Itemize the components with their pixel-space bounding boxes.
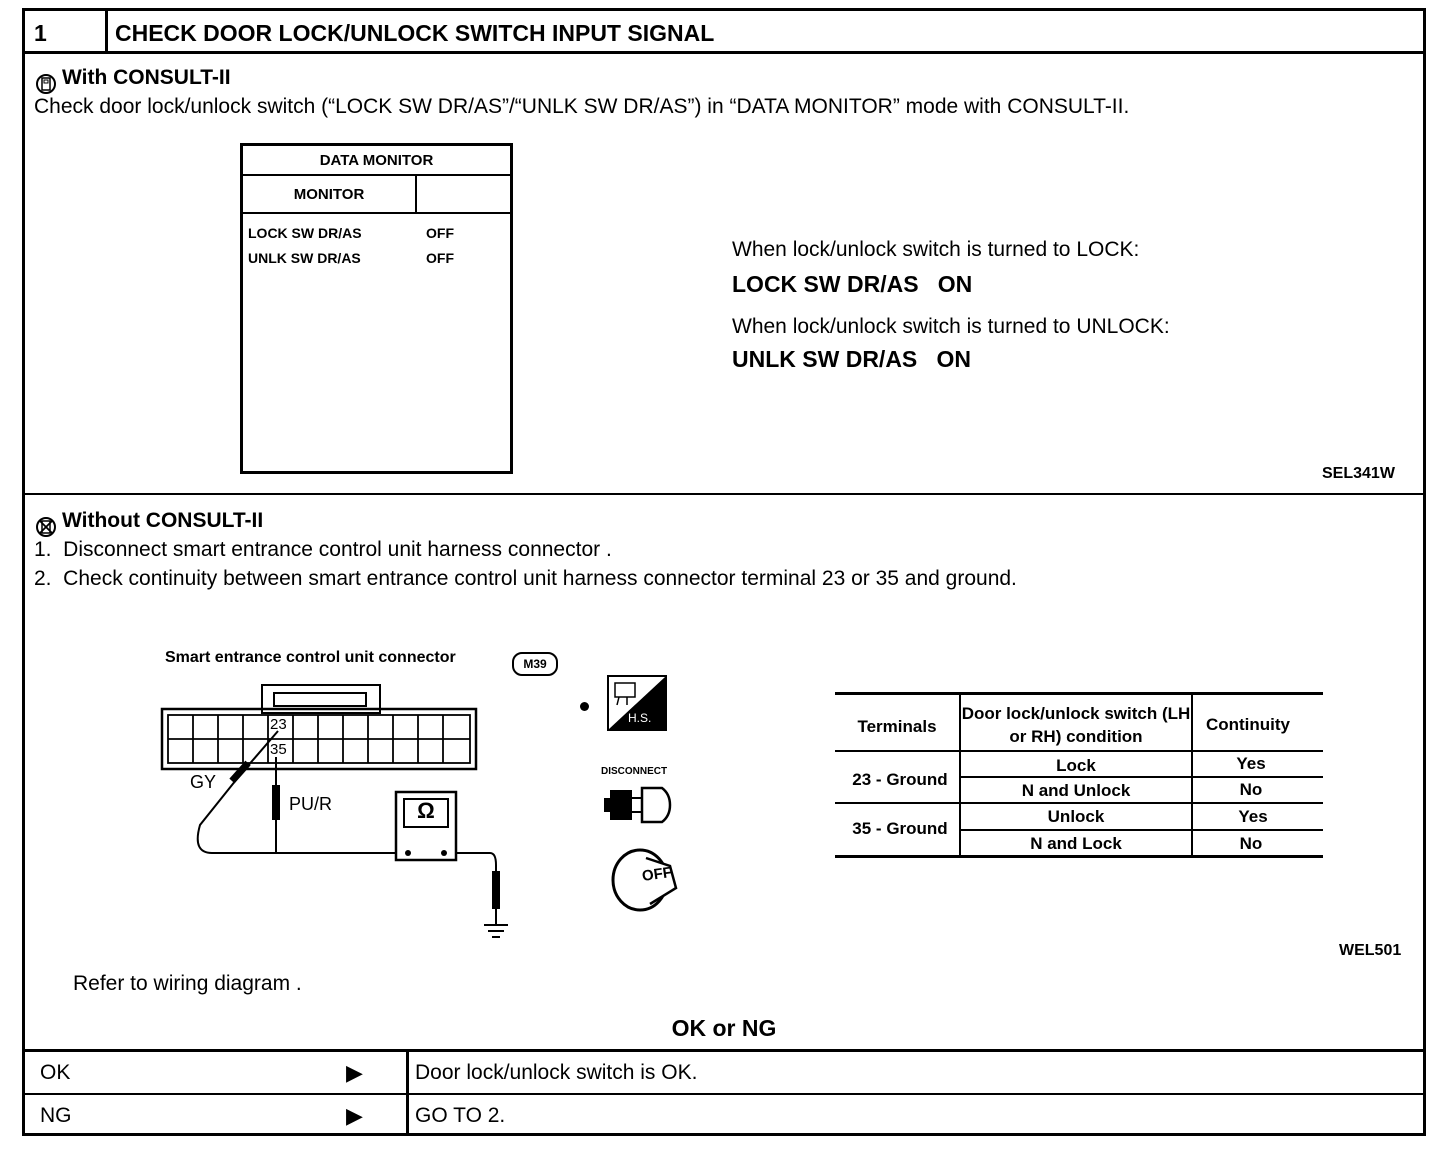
disconnect-label: DISCONNECT xyxy=(601,766,668,777)
bullet-dot xyxy=(580,702,589,711)
monitor-row-label: LOCK SW DR/AS xyxy=(248,225,362,241)
result-key-ok: OK xyxy=(40,1061,71,1084)
data-monitor-screen xyxy=(240,143,513,474)
monitor-column-rule xyxy=(415,176,417,213)
monitor-column-header: MONITOR xyxy=(293,186,365,203)
figure-code-wel: WEL501 xyxy=(1339,942,1402,959)
monitor-title-rule xyxy=(243,174,510,176)
table-rule-row xyxy=(961,776,1323,778)
result-key-ng: NG xyxy=(40,1104,72,1127)
figure-code-sel: SEL341W xyxy=(1322,465,1395,482)
no-consult-icon xyxy=(36,517,56,537)
without-consult-heading: Without CONSULT-II xyxy=(62,509,264,532)
table-rule-header xyxy=(835,750,1323,752)
table-condition: N and Unlock xyxy=(1021,781,1131,800)
data-monitor-title: DATA MONITOR xyxy=(319,152,434,169)
wire-gy-label: GY xyxy=(190,772,217,792)
result-divider-mid xyxy=(22,1093,1426,1095)
table-continuity: No xyxy=(1239,834,1263,853)
result-arrow-icon: ▶ xyxy=(346,1103,363,1128)
hs-label: H.S. xyxy=(628,711,652,725)
off-label: OFF xyxy=(640,863,674,886)
monitor-header-rule xyxy=(243,212,510,214)
step-number: 1 xyxy=(34,20,47,46)
consult-tool-icon xyxy=(36,74,56,94)
with-consult-heading: With CONSULT-II xyxy=(62,66,231,89)
unlock-condition-text: When lock/unlock switch is turned to UNLOCK: xyxy=(732,315,1170,338)
step-number-divider xyxy=(105,8,108,53)
result-divider-top xyxy=(22,1049,1426,1052)
result-action-ok: Door lock/unlock switch is OK. xyxy=(415,1061,698,1084)
header-divider xyxy=(22,51,1426,54)
procedure-step: 1. Disconnect smart entrance control unit harness connector . xyxy=(34,538,612,561)
procedure-step: 2. Check continuity between smart entrance control unit harness connector terminal 23 or 35 and ground. xyxy=(34,567,1017,590)
section-divider xyxy=(22,493,1426,495)
connector-diagram xyxy=(150,675,530,950)
table-continuity: Yes xyxy=(1238,807,1268,826)
result-column-divider xyxy=(406,1050,409,1136)
table-condition: Lock xyxy=(1056,756,1096,775)
wiring-reference: Refer to wiring diagram . xyxy=(73,972,302,995)
pin-35-label: 35 xyxy=(270,741,287,758)
table-condition: N and Lock xyxy=(1030,834,1122,853)
step-title: CHECK DOOR LOCK/UNLOCK SWITCH INPUT SIGNAL xyxy=(115,20,715,46)
result-action-ng: GO TO 2. xyxy=(415,1104,506,1127)
with-consult-heading-row xyxy=(36,66,231,94)
ohm-symbol: Ω xyxy=(417,798,435,823)
table-header: Terminals xyxy=(857,717,937,736)
table-rule-top xyxy=(835,692,1323,695)
table-header: Door lock/unlock switch (LH or RH) condition xyxy=(961,704,1191,746)
result-arrow-icon: ▶ xyxy=(346,1060,363,1085)
table-header: Continuity xyxy=(1205,715,1291,734)
disconnect-icon xyxy=(602,780,674,830)
table-rule-group xyxy=(835,802,1323,804)
pin-23-label: 23 xyxy=(270,716,287,733)
table-continuity: No xyxy=(1239,780,1263,799)
table-rule-bottom xyxy=(835,855,1323,858)
continuity-table xyxy=(835,692,1323,860)
unlock-result-text: UNLK SW DR/AS ON xyxy=(732,346,971,372)
table-rule-row xyxy=(961,829,1323,831)
with-consult-instruction: Check door lock/unlock switch (“LOCK SW DR/AS”/“UNLK SW DR/AS”) in “DATA MONITOR” mode with CONSULT-II. xyxy=(34,95,1130,118)
monitor-row-label: UNLK SW DR/AS xyxy=(248,250,361,266)
connector-id-badge: M39 xyxy=(512,652,558,676)
lock-result-text: LOCK SW DR/AS ON xyxy=(732,271,973,297)
lock-condition-text: When lock/unlock switch is turned to LOCK: xyxy=(732,238,1140,261)
table-condition: Unlock xyxy=(1047,807,1105,826)
ok-or-ng-prompt: OK or NG xyxy=(671,1015,777,1041)
monitor-row-value: OFF xyxy=(426,250,454,266)
table-continuity: Yes xyxy=(1236,754,1266,773)
without-consult-heading-row xyxy=(36,509,263,537)
connector-label: Smart entrance control unit connector xyxy=(165,649,456,666)
table-terminal: 23 - Ground xyxy=(852,770,948,789)
monitor-row-value: OFF xyxy=(426,225,454,241)
wire-pur-label: PU/R xyxy=(289,794,333,814)
table-terminal: 35 - Ground xyxy=(852,819,948,838)
